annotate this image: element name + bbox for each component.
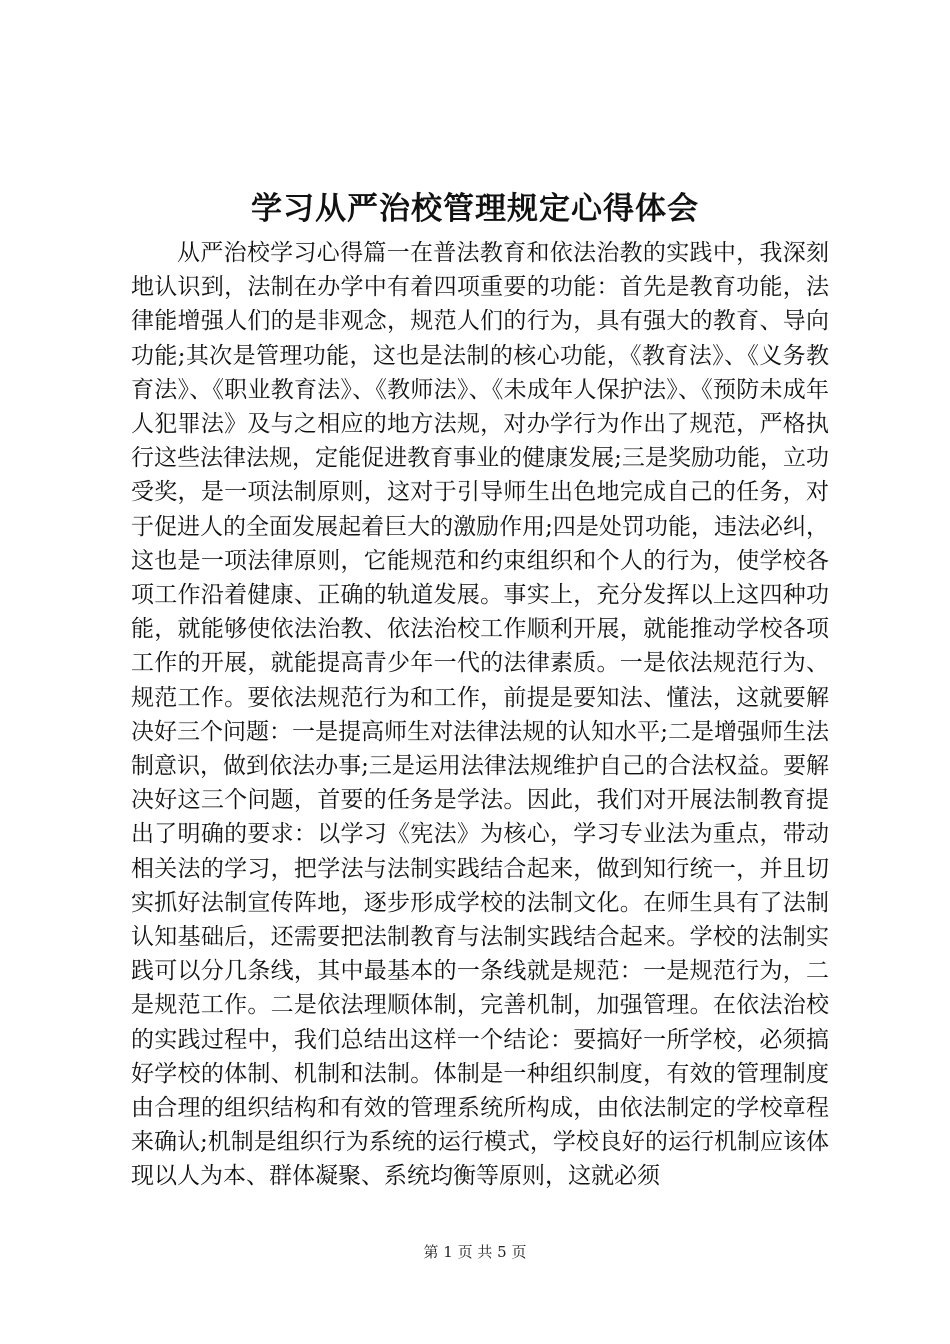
body-paragraph: 从严治校学习心得篇一在普法教育和依法治教的实践中，我深刻地认识到，法制在办学中有着四项重要的功能：首先是教育功能，法律能增强人们的是非观念，规范人们的行为，具有强大的教育、导向功能;其次是管理功能，这也是法制的核心功能，《教育法》、《义务教育法》、《职业教育法》、《教师法》、《未成年人保护法》、《预防未成年人犯罪法》及与之相应的地方法规，对办学行为作出了规范，严格执行这些法律法规，定能促进教育事业的健康发展;三是奖励功能，立功受奖，是一项法制原则，这对于引导师生出色地完成自己的任务，对于促进人的全面发展起着巨大的激励作用;四是处罚功能，违法必纠，这也是一项法律原则，它能规范和约束组织和个人的行为，使学校各项工作沿着健康、正确的轨道发展。事实上，充分发挥以上这四种功能，就能够使依法治教、依法治校工作顺利开展，就能推动学校各项工作的开展，就能提高青少年一代的法律素质。一是依法规范行为、规范工作。要依法规范行为和工作，前提是要知法、懂法，这就要解决好三个问题：一是提高师生对法律法规的认知水平;二是增强师生法制意识，做到依法办事;三是运用法律法规维护自己的合法权益。要解决好这三个问题，首要的任务是学法。因此，我们对开展法制教育提出了明确的要求：以学习《宪法》为核心，学习专业法为重点，带动相关法的学习，把学法与法制实践结合起来，做到知行统一，并且切实抓好法制宣传阵地，逐步形成学校的法制文化。在师生具有了法制认知基础后，还需要把法制教育与法制实践结合起来。学校的法制实践可以分几条线，其中最基本的一条线就是规范：一是规范行为，二是规范工作。二是依法理顺体制，完善机制，加强管理。在依法治校的实践过程中，我们总结出这样一个结论：要搞好一所学校，必须搞好学校的体制、机制和法制。体制是一种组织制度，有效的管理制度由合理的组织结构和有效的管理系统所构成，由依法制定的学校章程来确认;机制是组织行为系统的运行模式，学校良好的运行机制应该体现以人为本、群体凝聚、系统均衡等原则，这就必须 — [131, 240, 829, 1190]
page-number-footer: 第 1 页 共 5 页 — [423, 1243, 527, 1261]
page-title: 学习从严治校管理规定心得体会 — [251, 191, 699, 227]
